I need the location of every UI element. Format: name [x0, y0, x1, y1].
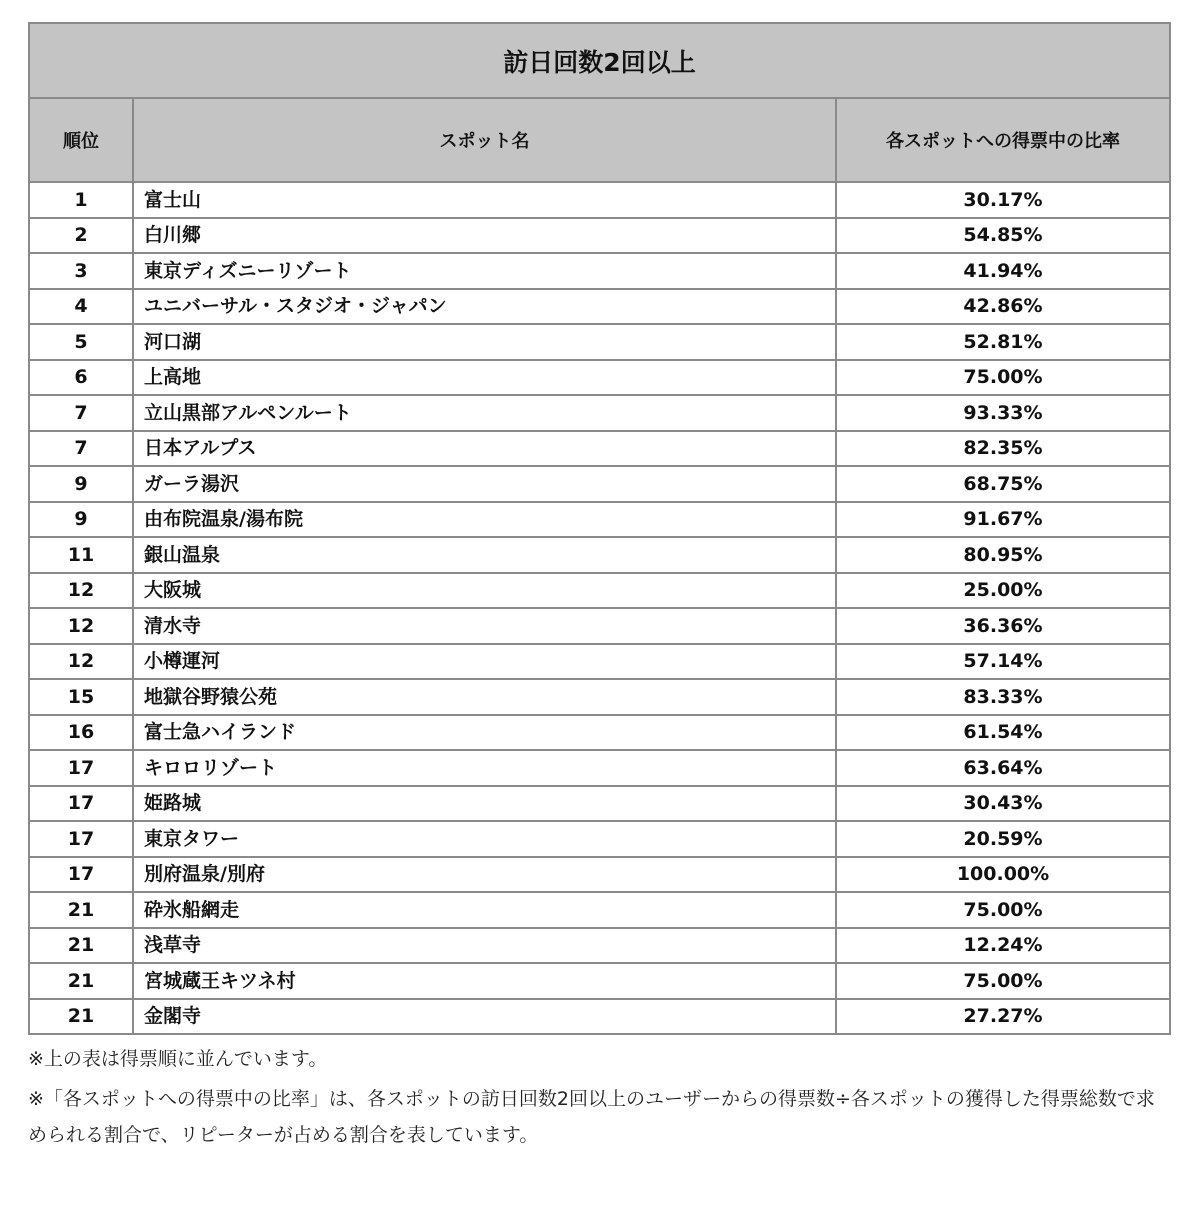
rank-cell: 21: [29, 928, 133, 964]
ratio-cell: 61.54%: [836, 715, 1170, 751]
spot-name-cell: 清水寺: [133, 608, 836, 644]
spot-name-cell: 砕氷船網走: [133, 892, 836, 928]
spot-name-cell: 立山黒部アルペンルート: [133, 395, 836, 431]
ratio-cell: 83.33%: [836, 679, 1170, 715]
table-row: [29, 750, 1170, 786]
spot-name-cell: 大阪城: [133, 573, 836, 609]
table-row: [29, 821, 1170, 857]
ratio-cell: 36.36%: [836, 608, 1170, 644]
spot-name-cell: 金閣寺: [133, 999, 836, 1035]
spot-name-cell: 別府温泉/別府: [133, 857, 836, 893]
ratio-cell: 80.95%: [836, 537, 1170, 573]
ratio-cell: 54.85%: [836, 218, 1170, 254]
rank-cell: 17: [29, 750, 133, 786]
table-row: [29, 608, 1170, 644]
rank-cell: 7: [29, 395, 133, 431]
table-row: [29, 502, 1170, 538]
table-row: [29, 928, 1170, 964]
ratio-cell: 52.81%: [836, 324, 1170, 360]
ratio-cell: 42.86%: [836, 289, 1170, 325]
ratio-cell: 75.00%: [836, 360, 1170, 396]
table-title: 訪日回数2回以上: [29, 23, 1170, 98]
column-header-spot: スポット名: [133, 98, 836, 182]
table-row: [29, 644, 1170, 680]
table-row: [29, 715, 1170, 751]
column-header-ratio: 各スポットへの得票中の比率: [836, 98, 1170, 182]
rank-cell: 6: [29, 360, 133, 396]
table-row: [29, 431, 1170, 467]
table-row: [29, 289, 1170, 325]
rank-cell: 12: [29, 608, 133, 644]
rank-cell: 1: [29, 182, 133, 218]
table-row: [29, 395, 1170, 431]
ratio-cell: 63.64%: [836, 750, 1170, 786]
spot-name-cell: 東京タワー: [133, 821, 836, 857]
rank-cell: 12: [29, 573, 133, 609]
rank-cell: 12: [29, 644, 133, 680]
ratio-cell: 91.67%: [836, 502, 1170, 538]
spot-name-cell: 富士急ハイランド: [133, 715, 836, 751]
spot-name-cell: 銀山温泉: [133, 537, 836, 573]
spot-name-cell: 富士山: [133, 182, 836, 218]
column-header-rank: 順位: [29, 98, 133, 182]
table-row: [29, 892, 1170, 928]
footnotes: [28, 1041, 1169, 1153]
table-body: [29, 182, 1170, 1034]
ranking-table-container: [28, 22, 1169, 1153]
rank-cell: 17: [29, 821, 133, 857]
table-row: [29, 679, 1170, 715]
table-row: [29, 573, 1170, 609]
spot-name-cell: 宮城蔵王キツネ村: [133, 963, 836, 999]
ratio-cell: 68.75%: [836, 466, 1170, 502]
rank-cell: 2: [29, 218, 133, 254]
footnote-order: ※上の表は得票順に並んでいます。: [28, 1048, 328, 1070]
ranking-table: [28, 22, 1171, 1035]
rank-cell: 21: [29, 999, 133, 1035]
table-row: [29, 786, 1170, 822]
spot-name-cell: 上高地: [133, 360, 836, 396]
table-row: [29, 466, 1170, 502]
spot-name-cell: 河口湖: [133, 324, 836, 360]
spot-name-cell: 小樽運河: [133, 644, 836, 680]
ratio-cell: 57.14%: [836, 644, 1170, 680]
ratio-cell: 75.00%: [836, 963, 1170, 999]
spot-name-cell: 浅草寺: [133, 928, 836, 964]
rank-cell: 7: [29, 431, 133, 467]
rank-cell: 5: [29, 324, 133, 360]
ratio-cell: 100.00%: [836, 857, 1170, 893]
spot-name-cell: 白川郷: [133, 218, 836, 254]
footnote-ratio-definition: ※「各スポットへの得票中の比率」は、各スポットの訪日回数2回以上のユーザーからの得票数÷各スポットの獲得した得票総数で求められる割合で、リピーターが占める割合を表しています。: [28, 1088, 1155, 1146]
ratio-cell: 75.00%: [836, 892, 1170, 928]
ratio-cell: 30.17%: [836, 182, 1170, 218]
rank-cell: 3: [29, 253, 133, 289]
table-row: [29, 324, 1170, 360]
table-row: [29, 537, 1170, 573]
spot-name-cell: 日本アルプス: [133, 431, 836, 467]
ratio-cell: 82.35%: [836, 431, 1170, 467]
ratio-cell: 30.43%: [836, 786, 1170, 822]
rank-cell: 9: [29, 466, 133, 502]
table-row: [29, 360, 1170, 396]
ratio-cell: 20.59%: [836, 821, 1170, 857]
spot-name-cell: キロロリゾート: [133, 750, 836, 786]
rank-cell: 9: [29, 502, 133, 538]
rank-cell: 11: [29, 537, 133, 573]
table-row: [29, 218, 1170, 254]
rank-cell: 21: [29, 963, 133, 999]
spot-name-cell: 東京ディズニーリゾート: [133, 253, 836, 289]
rank-cell: 17: [29, 786, 133, 822]
spot-name-cell: 姫路城: [133, 786, 836, 822]
table-row: [29, 253, 1170, 289]
spot-name-cell: ガーラ湯沢: [133, 466, 836, 502]
spot-name-cell: 地獄谷野猿公苑: [133, 679, 836, 715]
spot-name-cell: 由布院温泉/湯布院: [133, 502, 836, 538]
ratio-cell: 12.24%: [836, 928, 1170, 964]
table-row: [29, 182, 1170, 218]
table-row: [29, 999, 1170, 1035]
ratio-cell: 93.33%: [836, 395, 1170, 431]
rank-cell: 21: [29, 892, 133, 928]
rank-cell: 15: [29, 679, 133, 715]
table-row: [29, 963, 1170, 999]
rank-cell: 17: [29, 857, 133, 893]
ratio-cell: 41.94%: [836, 253, 1170, 289]
rank-cell: 4: [29, 289, 133, 325]
ratio-cell: 27.27%: [963, 1005, 1043, 1027]
table-row: [29, 857, 1170, 893]
spot-name-cell: ユニバーサル・スタジオ・ジャパン: [133, 289, 836, 325]
rank-cell: 16: [29, 715, 133, 751]
ratio-cell: 25.00%: [836, 573, 1170, 609]
